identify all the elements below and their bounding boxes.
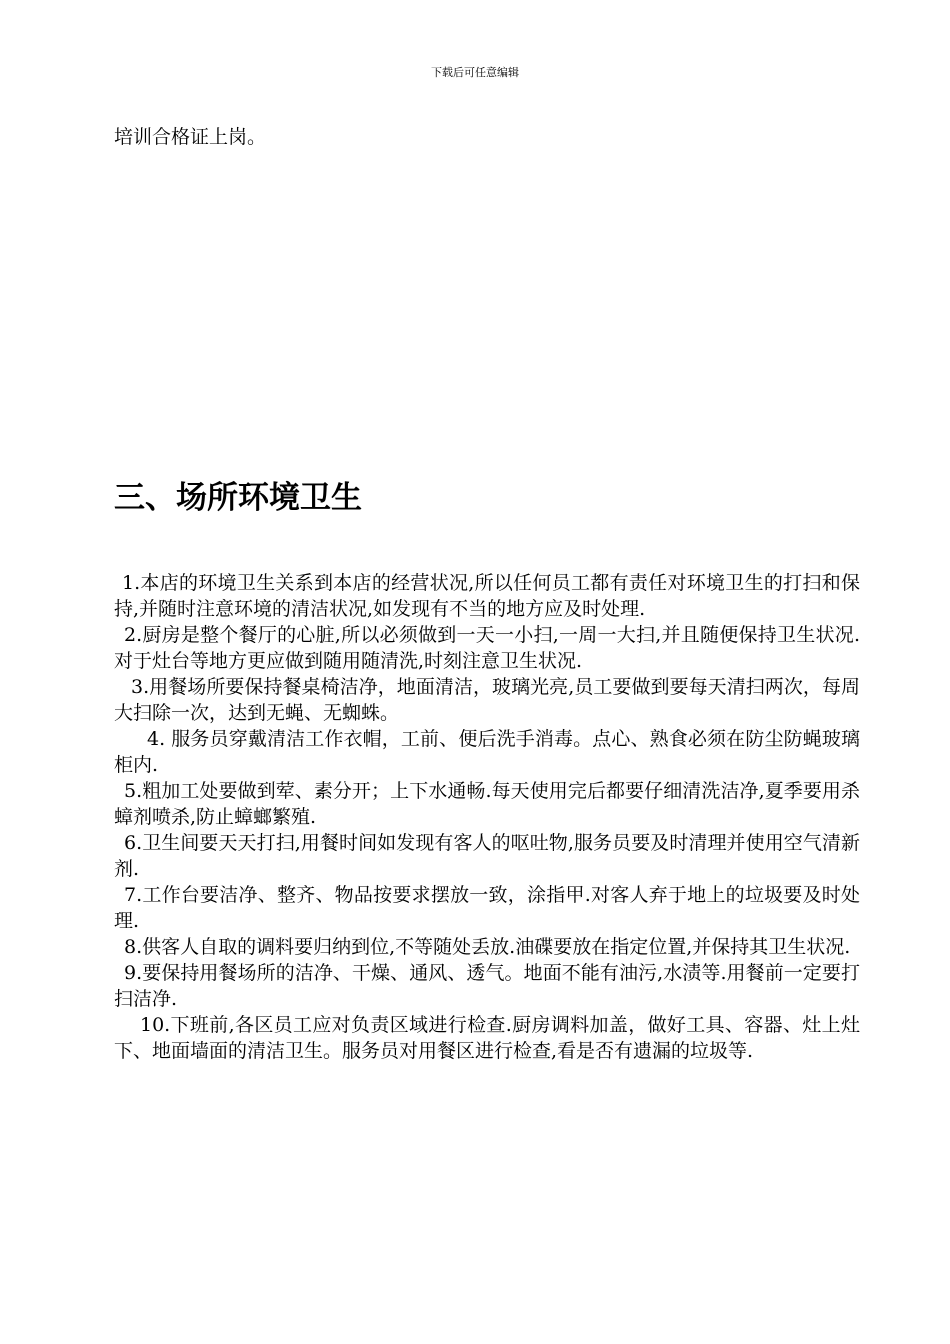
rule-item-5: 5.粗加工处要做到荤、素分开；上下水通畅.每天使用完后都要仔细清洗洁净,夏季要用杀蟑剂喷杀,防止蟑螂繁殖. (114, 780, 860, 828)
rule-item-8: 8.供客人自取的调料要归纳到位,不等随处丢放.油碟要放在指定位置,并保持其卫生状况. (124, 936, 851, 958)
rule-item-9: 9.要保持用餐场所的洁净、干燥、通风、透气。地面不能有油污,水渍等.用餐前一定要打扫洁净. (114, 962, 860, 1010)
rule-item-3: 3.用餐场所要保持餐桌椅洁净，地面清洁，玻璃光亮,员工要做到要每天清扫两次，每周大扫除一次，达到无蝇、无蜘蛛。 (114, 676, 860, 724)
rule-item-10: 10.下班前,各区员工应对负责区域进行检查.厨房调料加盖，做好工具、容器、灶上灶下、地面墙面的清洁卫生。服务员对用餐区进行检查,看是否有遗漏的垃圾等. (114, 1014, 860, 1062)
page-header-note: 下载后可任意编辑 (431, 66, 519, 79)
rules-list (114, 570, 860, 1064)
rule-item-6: 6.卫生间要天天打扫,用餐时间如发现有客人的呕吐物,服务员要及时清理并使用空气清新剂. (114, 832, 860, 880)
rule-item-2: 2.厨房是整个餐厅的心脏,所以必须做到一天一小扫,一周一大扫,并且随便保持卫生状况.对于灶台等地方更应做到随用随清洗,时刻注意卫生状况. (114, 624, 860, 672)
section-title: 三、场所环境卫生 (114, 480, 362, 516)
carryover-text: 培训合格证上岗。 (114, 126, 267, 148)
rule-item-7: 7.工作台要洁净、整齐、物品按要求摆放一致，涂指甲.对客人弃于地上的垃圾要及时处理. (114, 884, 860, 932)
rule-item-1: 1.本店的环境卫生关系到本店的经营状况,所以任何员工都有责任对环境卫生的打扫和保持,并随时注意环境的清洁状况,如发现有不当的地方应及时处理. (114, 572, 860, 620)
rule-item-4: 4. 服务员穿戴清洁工作衣帽，工前、便后洗手消毒。点心、熟食必须在防尘防蝇玻璃柜内. (114, 728, 860, 776)
